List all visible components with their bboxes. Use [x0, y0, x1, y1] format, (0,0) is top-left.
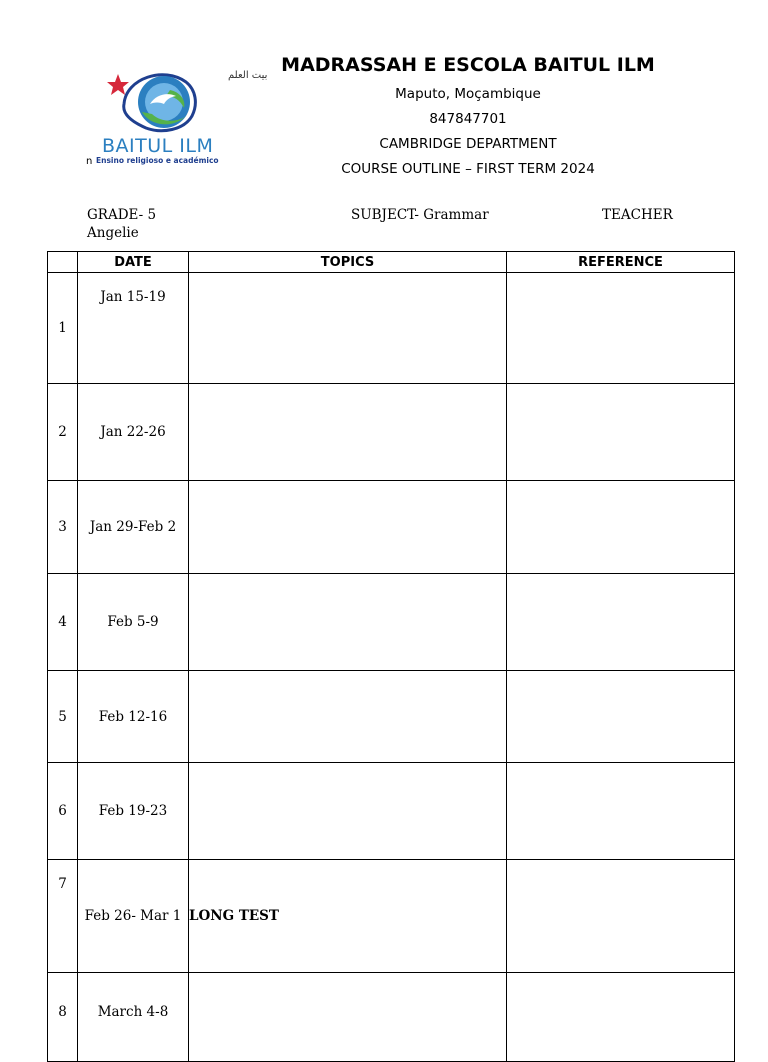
table-row	[48, 973, 735, 1062]
row-topic: LONG TEST	[189, 860, 507, 973]
table-row	[48, 574, 735, 671]
table-row	[48, 273, 735, 384]
table-row	[48, 384, 735, 481]
header-number	[48, 252, 78, 273]
subject-label: SUBJECT- Grammar	[351, 207, 489, 223]
row-reference	[507, 671, 735, 763]
row-date: Feb 26- Mar 1	[78, 860, 189, 973]
header-topics: TOPICS	[189, 252, 507, 273]
teacher-label: TEACHER	[602, 207, 673, 223]
logo-arabic-text: بيت العلم	[228, 70, 268, 81]
school-name: MADRASSAH E ESCOLA BAITUL ILM	[281, 54, 655, 76]
school-logo	[84, 64, 268, 170]
department-name: CAMBRIDGE DEPARTMENT	[379, 136, 557, 152]
row-number: 1	[48, 273, 78, 384]
star-icon	[107, 74, 129, 95]
row-topic	[189, 973, 507, 1062]
row-date: Jan 22-26	[78, 384, 189, 481]
row-number: 7	[48, 860, 78, 973]
table-row	[48, 763, 735, 860]
table-row	[48, 671, 735, 763]
row-reference	[507, 481, 735, 574]
header-reference: REFERENCE	[507, 252, 735, 273]
row-topic	[189, 574, 507, 671]
grade-label: GRADE- 5	[87, 207, 157, 223]
row-reference	[507, 273, 735, 384]
row-number: 4	[48, 574, 78, 671]
row-date: Feb 5-9	[78, 574, 189, 671]
row-date: Jan 29-Feb 2	[78, 481, 189, 574]
row-number: 2	[48, 384, 78, 481]
row-topic	[189, 481, 507, 574]
row-topic	[189, 671, 507, 763]
logo-stray-letter: n	[86, 156, 93, 167]
row-reference	[507, 763, 735, 860]
row-number: 6	[48, 763, 78, 860]
school-phone: 847847701	[429, 111, 507, 127]
row-topic	[189, 273, 507, 384]
row-date: Feb 19-23	[78, 763, 189, 860]
header-date: DATE	[78, 252, 189, 273]
row-number: 5	[48, 671, 78, 763]
row-reference	[507, 574, 735, 671]
row-topic	[189, 384, 507, 481]
row-reference	[507, 973, 735, 1062]
logo-tagline-text: Ensino religioso e académico	[96, 156, 219, 165]
teacher-name: Angelie	[87, 225, 139, 241]
row-number: 8	[48, 973, 78, 1062]
outline-title: COURSE OUTLINE – FIRST TERM 2024	[341, 161, 595, 177]
row-date: March 4-8	[78, 973, 189, 1062]
table-row	[48, 481, 735, 574]
course-outline-table	[47, 251, 735, 1062]
school-location: Maputo, Moçambique	[395, 86, 541, 102]
row-reference	[507, 384, 735, 481]
row-date: Feb 12-16	[78, 671, 189, 763]
row-topic	[189, 763, 507, 860]
table-row	[48, 860, 735, 973]
row-date: Jan 15-19	[78, 273, 189, 384]
row-number: 3	[48, 481, 78, 574]
row-reference	[507, 860, 735, 973]
logo-brand-text: BAITUL ILM	[102, 135, 214, 157]
table-header-row	[48, 252, 735, 273]
document-header	[234, 52, 702, 182]
